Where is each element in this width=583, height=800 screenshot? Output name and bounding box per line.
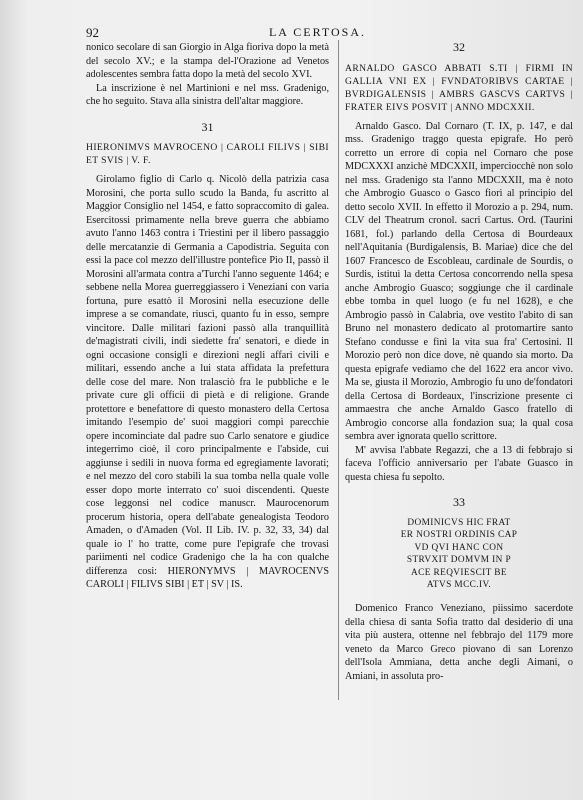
- inscription-32: ARNALDO GASCO ABBATI S.TI | FIRMI IN GALLIA VNI EX | FVNDATORIBVS CARTAE | BVRDIGALENSIS | AMBRS GASCVS CARTVS | FRATER EIVS POSVIT | ANNO MDCXXII.: [345, 62, 573, 113]
- inscription-line: DOMINICVS HIC FRAT: [407, 517, 511, 528]
- column-divider: [338, 40, 339, 700]
- inscription-line: ER NOSTRI ORDINIS CAP: [400, 530, 518, 541]
- inscription-33: [345, 517, 573, 593]
- inscription-31: HIERONIMVS MAVROCENO | CAROLI FILIVS | SIBI ET SVIS | V. F.: [86, 142, 329, 166]
- paragraph: nonico secolare di san Giorgio in Alga fioriva dopo la metà del secolo XV.; e la stampa del-l'Orazione ad Venetos adolescentes sembra fatta dopo la metà del secolo XVI.: [86, 42, 329, 80]
- inscription-line: STRVXIT DOMVM IN P: [406, 555, 512, 566]
- paragraph: Arnaldo Gasco. Dal Cornaro (T. IX, p. 147, e dal mss. Gradenigo traggo questa epigrafe. Ho però corretto un errore di copia nel Cornaro che pose MDCXXXI anzichè MDCXXII, imperciocchè non solo nel mss. Gradenigo sta l'anno MDCXXII, ma è noto che Ambrogio Guasco o Gasco fiorì al principio del detto secolo XVII. In effetto il Morozio a p. 294, num. CLV del Theatrum cronol. sacri Cartus. Ord. (Taurini 1681, fol.) parlando della Certosa di Bourdeaux nell'Aquitania (Burdigalensis, B. Mariae) dice che del 1607 Francesco de Escobleau, cardinale de Sourdis, o Surdis, istituì la detta Certosa concorrendo nella spesa anche Ambrogio Guasco; soggiunge che il cardinale ebbe tomba in quel luogo (e fu nel 1628), e che Ambrogio passò in Calabria, ove vestito l'abito di san Bruno nel monastero dedicato al protomartire santo Stefano condusse e finì la vita sua fra' Certosini. Il Morozio però non dice dove, nè quando sia morto. Da questa epigrafe vediamo che del 1622 era ancor vivo. Ma se, giusta il Morozio, Ambrogio fu uno de'fondatori della Certosa di Bordeaux, l'inscrizione presente ci ammaestra che anche Arnaldo Gasco fratello di Ambrogio concorse alla fondazion sua; la qual cosa sembra aver ignorata quello scrittore.: [345, 120, 573, 442]
- inscription-line: VD QVI HANC CON: [414, 542, 504, 553]
- page-number: 92: [86, 25, 99, 40]
- inscription-line: ACE REQVIESCIT BE: [411, 567, 507, 578]
- section-number-32: 32: [453, 40, 465, 54]
- running-title: LA CERTOSA.: [268, 25, 367, 39]
- paragraph: Domenico Franco Veneziano, piissimo sacerdote della chiesa di santa Sofia tratto dal desiderio di una vita più austera, ottenne nel febbrajo del 1179 more veneto da Marco Greco piovano di san Lorenzo dell'Isola Ammiana, detta anche degli Aimani, o Amiani, in assoluta pro-: [345, 603, 573, 682]
- left-column: [86, 41, 329, 592]
- right-column: [345, 41, 573, 683]
- paragraph: La inscrizione è nel Martinioni e nel mss. Gradenigo, che ho seguito. Stava alla sinistra dell'altar maggiore.: [86, 82, 329, 107]
- section-number-31: 31: [201, 119, 214, 134]
- paragraph: Girolamo figlio di Carlo q. Nicolò della patrizia casa Morosini, che porta sullo scudo la Banda, fu ascritto al Maggior Consiglio nel 1454, e fatto sopraccomito di galea. Esercitossi primamente nella breve guerra che abbiamo avuto l'anno 1463 contra i Triestini per il libero passaggio delle mercatanzie di Germania a Capodistria. Seguita con essi la pace col mezzo dell'illustre pontefice Pio II, passò il Morosini all'armata contra a'Turchi l'anno seguente 1464; e sebbene nella Morea guerreggiassero i Veneziani con varia fortuna, pure esattò il Morosini nella esecuzione delle imprese a se comandate, riuscì, quanto fu in esso, sempre vincitore. Dalle militari fazioni passò alla tranquillità de'magistrati civili, indi siedette fra' senatori, e diede in ogni occasione consigli e direzioni negli affari civili e militari, essendo anche a lui stata affidata la prefettura delle cose del mare. Non tralasciò fra le pubbliche e le private cure gli officii di pietà e di religione. Grande protettore e benefattore di questo monastero della Certosa imitando l'esempio de' suoi maggiori compì parecchie opere incominciate dal padre suo Carlo senatore e giudice integerrimo cioè, il coro principalmente e l'abside, cui aggiunse i sedili in nuova forma ed egregiamente lavorati; e nel mezzo del coro stabilì la sua tomba nella quale volle esser dopo morte interrato co' suoi discendenti. Queste cose leggonsi nel codice manuscr. Maurocenorum procerum historia, opera dell'abate genealogista Teodoro Amaden, o d'Amaden (Vol. II Lib. IV. p. 32, 33, 34) dal quale io l' ho tratte, come pure l'epigrafe che trovasi pariimenti nel codice Gradenigo che la ha con qualche differenza cosi: HIERONYMVS | MAVROCENVS CAROLI | FILIVS SIBI | ET | SV | IS.: [86, 174, 329, 590]
- section-number-33: 33: [453, 495, 465, 509]
- paragraph: M' avvisa l'abbate Regazzi, che a 13 di febbrajo si faceva l'officio anniversario per l'abate Guasco in questa chiesa fu sepolto.: [345, 444, 573, 483]
- inscription-line: ATVS MCC.IV.: [426, 580, 492, 591]
